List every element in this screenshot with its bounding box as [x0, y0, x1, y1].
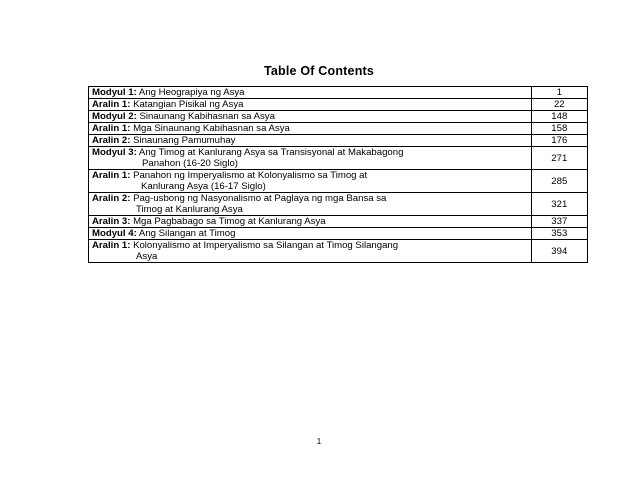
toc-page-number: 148 — [531, 111, 587, 123]
toc-entry-text: Pag-usbong ng Nasyonalismo at Paglaya ng mga Bansa sa — [133, 193, 387, 204]
toc-entry-label: Modyul 2: — [92, 111, 137, 122]
toc-entry-label: Aralin 2: — [92, 193, 131, 204]
toc-entry-label: Aralin 1: — [92, 99, 131, 110]
toc-row-aralin — [89, 216, 588, 228]
toc-entry-text: Sinaunang Kabihasnan sa Asya — [139, 111, 275, 122]
toc-row-modyul-4 — [89, 228, 588, 240]
toc-entry — [89, 111, 532, 123]
toc-row-modyul-2 — [89, 111, 588, 123]
toc-page-number: 353 — [531, 228, 587, 240]
toc-row-aralin — [89, 123, 588, 135]
toc-entry — [89, 228, 532, 240]
toc-row-aralin — [89, 135, 588, 147]
toc-entry-label: Modyul 4: — [92, 228, 137, 239]
toc-entry — [89, 147, 532, 170]
toc-entry-text: Ang Heograpiya ng Asya — [138, 87, 245, 98]
toc-page-number: 176 — [531, 135, 587, 147]
toc-entry-text: Ang Silangan at Timog — [138, 228, 236, 239]
toc-page-number: 271 — [531, 147, 587, 170]
toc-row-aralin — [89, 240, 588, 263]
toc-entry-text-continued: Asya — [136, 251, 158, 262]
toc-entry — [89, 193, 532, 216]
toc-row-aralin — [89, 193, 588, 216]
toc-entry — [89, 87, 532, 99]
toc-row-modyul-3 — [89, 147, 588, 170]
page-title: Table Of Contents — [263, 64, 375, 78]
toc-entry-text: Ang Timog at Kanlurang Asya sa Transisyonal at Makabagong — [138, 147, 404, 158]
toc-entry-label: Modyul 1: — [92, 87, 137, 98]
toc-entry-text-continued: Panahon (16-20 Siglo) — [142, 158, 239, 169]
toc-page-number: 337 — [531, 216, 587, 228]
toc-entry — [89, 135, 532, 147]
toc-page-number: 394 — [531, 240, 587, 263]
toc-entry — [89, 99, 532, 111]
toc-entry-label: Modyul 3: — [92, 147, 137, 158]
toc-entry-text-continued: Kanlurang Asya (16-17 Siglo) — [141, 181, 266, 192]
toc-page-number: 1 — [531, 87, 587, 99]
toc-page-number: 285 — [531, 170, 587, 193]
toc-page-number: 158 — [531, 123, 587, 135]
toc-entry-label: Aralin 1: — [92, 170, 131, 181]
toc-entry — [89, 170, 532, 193]
toc-entry-label: Aralin 3: — [92, 216, 131, 227]
table-of-contents — [88, 86, 588, 263]
toc-entry-text: Mga Sinaunang Kabihasnan sa Asya — [133, 123, 290, 134]
toc-entry — [89, 123, 532, 135]
toc-row-aralin — [89, 170, 588, 193]
toc-entry-text: Katangian Pisikal ng Asya — [133, 99, 244, 110]
toc-row-modyul-1 — [89, 87, 588, 99]
toc-row-aralin — [89, 99, 588, 111]
toc-entry — [89, 216, 532, 228]
toc-entry-label: Aralin 2: — [92, 135, 131, 146]
toc-entry — [89, 240, 532, 263]
toc-entry-text: Sinaunang Pamumuhay — [133, 135, 236, 146]
toc-page-number: 321 — [531, 193, 587, 216]
page-number: 1 — [316, 437, 322, 446]
toc-entry-label: Aralin 1: — [92, 123, 131, 134]
toc-entry-text: Mga Pagbabago sa Timog at Kanlurang Asya — [133, 216, 326, 227]
toc-entry-label: Aralin 1: — [92, 240, 131, 251]
toc-entry-text: Kolonyalismo at Imperyalismo sa Silangan at Timog Silangang — [133, 240, 399, 251]
toc-page-number: 22 — [531, 99, 587, 111]
toc-entry-text: Panahon ng Imperyalismo at Kolonyalismo sa Timog at — [133, 170, 368, 181]
toc-entry-text-continued: Timog at Kanlurang Asya — [136, 204, 243, 215]
